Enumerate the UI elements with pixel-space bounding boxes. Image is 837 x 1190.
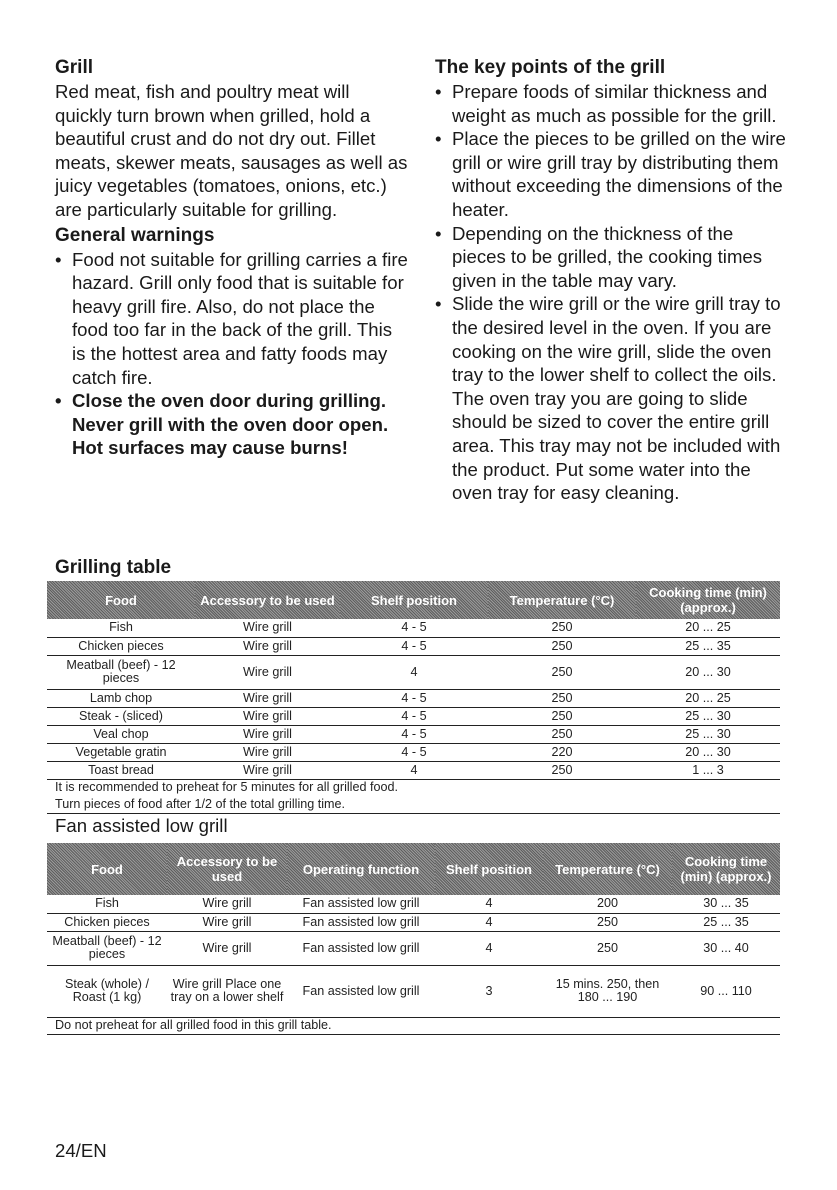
header-food: Food	[47, 843, 167, 895]
cell-function: Fan assisted low grill	[287, 965, 435, 1017]
table-row	[47, 725, 780, 743]
cell-temperature: 200	[543, 895, 672, 913]
cell-shelf: 4	[435, 895, 543, 913]
cell-temperature: 250	[488, 637, 636, 655]
cell-time: 20 ... 30	[636, 655, 780, 689]
cell-time: 25 ... 30	[636, 707, 780, 725]
header-cooking-time: Cooking time (min) (approx.)	[672, 843, 780, 895]
cell-time: 1 ... 3	[636, 761, 780, 779]
header-temperature: Temperature (°C)	[488, 581, 636, 619]
cell-shelf: 4 - 5	[340, 619, 488, 637]
cell-shelf: 4	[340, 655, 488, 689]
table-row	[47, 913, 780, 931]
cell-function: Fan assisted low grill	[287, 895, 435, 913]
cell-shelf: 4	[435, 931, 543, 965]
cell-shelf: 4 - 5	[340, 707, 488, 725]
cell-accessory: Wire grill	[195, 689, 340, 707]
grilling-table-header	[47, 581, 780, 619]
page-number: 24/EN	[55, 1140, 107, 1161]
cell-time: 30 ... 35	[672, 895, 780, 913]
cell-time: 30 ... 40	[672, 931, 780, 965]
cell-food: Steak - (sliced)	[47, 707, 195, 725]
table-note-row	[47, 1017, 780, 1034]
header-food: Food	[47, 581, 195, 619]
cell-food: Meatball (beef) - 12 pieces	[47, 931, 167, 965]
table-note: Turn pieces of food after 1/2 of the total grilling time.	[47, 796, 780, 813]
warning-item-bold: • Close the oven door during grilling. Never grill with the oven door open. Hot surfaces may cause burns!	[55, 389, 410, 460]
cell-accessory: Wire grill	[195, 761, 340, 779]
warning-item: • Food not suitable for grilling carries a fire hazard. Grill only food that is suitable for heavy grill fire. Also, do not place the food too far in the back of the grill. This is the hottest area and fatty foods may catch fire.	[55, 248, 410, 390]
cell-temperature: 15 mins. 250, then 180 ... 190	[543, 965, 672, 1017]
table-note-row	[47, 779, 780, 796]
cell-temperature: 250	[543, 913, 672, 931]
table-row	[47, 619, 780, 637]
cell-shelf: 4 - 5	[340, 637, 488, 655]
cell-function: Fan assisted low grill	[287, 913, 435, 931]
cell-food: Steak (whole) / Roast (1 kg)	[47, 965, 167, 1017]
cell-food: Lamb chop	[47, 689, 195, 707]
cell-time: 25 ... 35	[636, 637, 780, 655]
cell-time: 20 ... 30	[636, 743, 780, 761]
warnings-list	[55, 248, 410, 460]
cell-time: 20 ... 25	[636, 689, 780, 707]
header-shelf: Shelf position	[435, 843, 543, 895]
key-point-item: • Prepare foods of similar thickness and weight as much as possible for the grill.	[435, 80, 787, 127]
cell-accessory: Wire grill	[195, 707, 340, 725]
cell-shelf: 4	[435, 913, 543, 931]
cell-food: Fish	[47, 619, 195, 637]
grilling-table	[47, 581, 780, 814]
header-accessory: Accessory to be used	[195, 581, 340, 619]
table-row	[47, 761, 780, 779]
cell-temperature: 250	[488, 725, 636, 743]
table-note: It is recommended to preheat for 5 minutes for all grilled food.	[55, 780, 399, 795]
table-row	[47, 655, 780, 689]
fan-table-title: Fan assisted low grill	[55, 815, 228, 836]
cell-food: Toast bread	[47, 761, 195, 779]
cell-temperature: 250	[488, 619, 636, 637]
cell-food: Vegetable gratin	[47, 743, 195, 761]
header-cooking-time: Cooking time (min) (approx.)	[636, 581, 780, 619]
header-accessory: Accessory to be used	[167, 843, 287, 895]
cell-food: Chicken pieces	[47, 637, 195, 655]
right-column	[435, 56, 787, 505]
cell-shelf: 3	[435, 965, 543, 1017]
cell-shelf: 4 - 5	[340, 689, 488, 707]
table-note-row	[47, 796, 780, 813]
cell-accessory: Wire grill	[195, 743, 340, 761]
cell-temperature: 250	[543, 931, 672, 965]
cell-shelf: 4	[340, 761, 488, 779]
fan-assisted-table	[47, 843, 780, 1035]
cell-temperature: 220	[488, 743, 636, 761]
cell-shelf: 4 - 5	[340, 725, 488, 743]
grill-heading: Grill	[55, 57, 94, 78]
cell-time: 25 ... 35	[672, 913, 780, 931]
table-row	[47, 931, 780, 965]
cell-accessory: Wire grill	[195, 637, 340, 655]
cell-temperature: 250	[488, 761, 636, 779]
cell-accessory: Wire grill	[167, 931, 287, 965]
cell-accessory: Wire grill Place one tray on a lower shelf	[167, 965, 287, 1017]
grill-text: Red meat, fish and poultry meat will quickly turn brown when grilled, hold a beautiful crust and do not dry out. Fillet meats, skewer meats, sausages as well as juicy vegetables (tomatoes, onions, etc.) are particularly suitable for grilling.	[55, 81, 408, 220]
table-row	[47, 965, 780, 1017]
table-row	[47, 689, 780, 707]
key-point-item: • Slide the wire grill or the wire grill tray to the desired level in the oven. If you are cooking on the wire grill, slide the oven tray to the lower shelf to collect the oils. The oven tray you are going to slide should be sized to cover the entire grill area. This tray may not be included with the product. Put some water into the oven tray for easy cleaning.	[435, 292, 787, 504]
cell-temperature: 250	[488, 689, 636, 707]
key-point-item: • Place the pieces to be grilled on the wire grill or wire grill tray by distributing them without exceeding the dimensions of the heater.	[435, 127, 787, 221]
header-shelf: Shelf position	[340, 581, 488, 619]
cell-accessory: Wire grill	[195, 725, 340, 743]
cell-shelf: 4 - 5	[340, 743, 488, 761]
table-row	[47, 743, 780, 761]
cell-temperature: 250	[488, 707, 636, 725]
cell-temperature: 250	[488, 655, 636, 689]
key-point-item: • Depending on the thickness of the pieces to be grilled, the cooking times given in the table may vary.	[435, 222, 787, 293]
grilling-table-title: Grilling table	[55, 557, 172, 578]
fan-table-header	[47, 843, 780, 895]
cell-food: Veal chop	[47, 725, 195, 743]
general-warnings-heading: General warnings	[55, 224, 215, 246]
cell-accessory: Wire grill	[167, 913, 287, 931]
cell-time: 90 ... 110	[672, 965, 780, 1017]
cell-food: Chicken pieces	[47, 913, 167, 931]
table-row	[47, 707, 780, 725]
header-operating-function: Operating function	[287, 843, 435, 895]
table-row	[47, 895, 780, 913]
cell-function: Fan assisted low grill	[287, 931, 435, 965]
cell-accessory: Wire grill	[195, 619, 340, 637]
header-temperature: Temperature (°C)	[543, 843, 672, 895]
left-column	[55, 56, 410, 460]
cell-food: Fish	[47, 895, 167, 913]
key-points-list	[435, 80, 787, 505]
cell-accessory: Wire grill	[195, 655, 340, 689]
table-note: Do not preheat for all grilled food in this grill table.	[47, 1017, 780, 1034]
key-points-heading: The key points of the grill	[435, 57, 666, 78]
cell-accessory: Wire grill	[167, 895, 287, 913]
cell-time: 20 ... 25	[636, 619, 780, 637]
cell-food: Meatball (beef) - 12 pieces	[47, 655, 195, 689]
cell-time: 25 ... 30	[636, 725, 780, 743]
table-row	[47, 637, 780, 655]
